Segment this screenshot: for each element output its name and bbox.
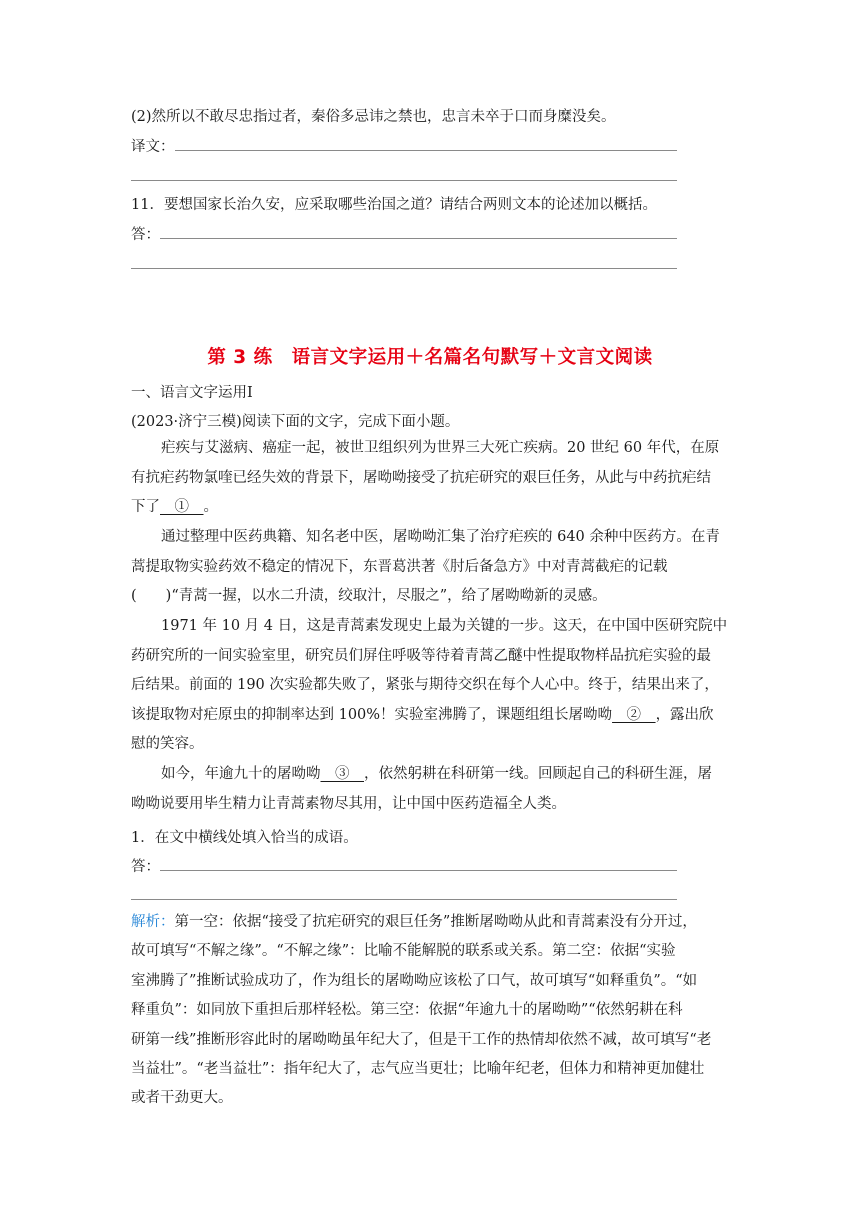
text-fragment: ，露出欣 [655,706,714,723]
text-line: 1971 年 10 月 4 日，这是青蒿素发现史上最为关键的一步。这天，在中国中医研究院中 [161,618,728,634]
text-fragment: 如今，年逾九十的屠呦呦 [161,766,321,782]
answer-line [160,870,677,871]
text-line: 呦呦说要用毕生精力让青蒿素物尽其用，让中国中医药造福全人类。 [131,795,566,812]
text-fragment: ，依然躬耕在科研第一线。回顾起自己的科研生涯，屠 [364,766,712,782]
text-line: 室沸腾了”推断试验成功了，作为组长的屠呦呦应该松了口气，故可填写“如释重负”。“如 [131,972,698,989]
text-line: 研第一线”推断形容此时的屠呦呦虽年纪大了，但是干工作的热情却依然不减，故可填写“老 [131,1031,712,1048]
text-line [131,493,677,523]
text-line: 药研究所的一间实验室里，研究员们屏住呼吸等待着青蒿乙醚中性提取物样品抗疟实验的最 [131,647,711,664]
answer-line [160,238,677,239]
passage-paragraph-4 [131,760,712,819]
part-heading: 一、语言文字运用Ⅰ [131,385,253,401]
text-line: 疟疾与艾滋病、癌症一起，被世卫组织列为世界三大死亡疾病。20 世纪 60 年代，在原 [161,440,720,456]
answer-label: 答： [131,859,160,875]
text-line: 慰的笑容。 [131,736,204,753]
analysis-block [131,908,712,1114]
text-fragment: 下了 [131,499,160,516]
question-11: 11．要想国家长治久安，应采取哪些治国之道？请结合两则文本的论述加以概括。 [131,197,657,213]
text-fragment: 。 [203,499,218,516]
text-line: ( )“青蒿一握，以水二升渍，绞取汁，尽服之”，给了屠呦呦新的灵感。 [131,588,607,605]
text-line: 蒿提取物实验药效不稳定的情况下，东晋葛洪著《肘后备急方》中对青蒿截疟的记载 [131,558,668,575]
text-line: 有抗疟药物氯喹已经失效的背景下，屠呦呦接受了抗疟研究的艰巨任务，从此与中药抗疟结 [131,469,711,486]
blank-2: ② [612,706,656,723]
answer-line [175,150,677,151]
answer-label: 答： [131,227,160,243]
passage-paragraph-2 [131,523,720,612]
text-line: 故可填写“不解之缘”。“不解之缘”：比喻不能解脱的联系或关系。第二空：依据“实验 [131,943,676,960]
text-fragment: 该提取物对疟原虫的抑制率达到 100%！实验室沸腾了，课题组组长屠呦呦 [131,706,613,723]
text-line [131,701,714,731]
source-line: (2023·济宁三模)阅读下面的文字，完成下面小题。 [131,414,460,430]
blank-1: ① [160,499,204,516]
passage-paragraph-1 [131,434,720,523]
question-1: 1．在文中横线处填入恰当的成语。 [131,830,358,846]
analysis-label: 解析： [131,914,175,930]
blank-3: ③ [320,766,364,782]
answer-line [131,180,677,181]
section-title: 第 3 练 语言文字运用＋名篇名句默写＋文言文阅读 [207,347,653,368]
text-line: 通过整理中医药典籍、知名老中医，屠呦呦汇集了治疗疟疾的 640 余种中医药方。在青 [161,529,720,545]
text-line [131,908,697,937]
q2-sentence: (2)然所以不敢尽忠指过者，秦俗多忌讳之禁也，忠言未卒于口而身糜没矣。 [131,109,616,125]
text-fragment: 第一空：依据“接受了抗疟研究的艰巨任务”推断屠呦呦从此和青蒿素没有分开过， [174,914,697,930]
answer-line [131,268,677,269]
answer-line [131,899,677,900]
text-line: 释重负”：如同放下重担后那样轻松。第三空：依据“年逾九十的屠呦呦”“依然躬耕在科 [131,1002,683,1019]
text-line [131,760,712,790]
text-line: 或者干劲更大。 [131,1090,233,1107]
text-line: 后结果。前面的 190 次实验都失败了，紧张与期待交织在每个人心中。终于，结果出来了， [131,677,719,694]
translation-label: 译文： [131,139,175,155]
passage-paragraph-3 [131,612,728,760]
text-line: 当益壮”。“老当益壮”：指年纪大了，志气应当更壮；比喻年纪老，但体力和精神更加健壮 [131,1060,705,1077]
